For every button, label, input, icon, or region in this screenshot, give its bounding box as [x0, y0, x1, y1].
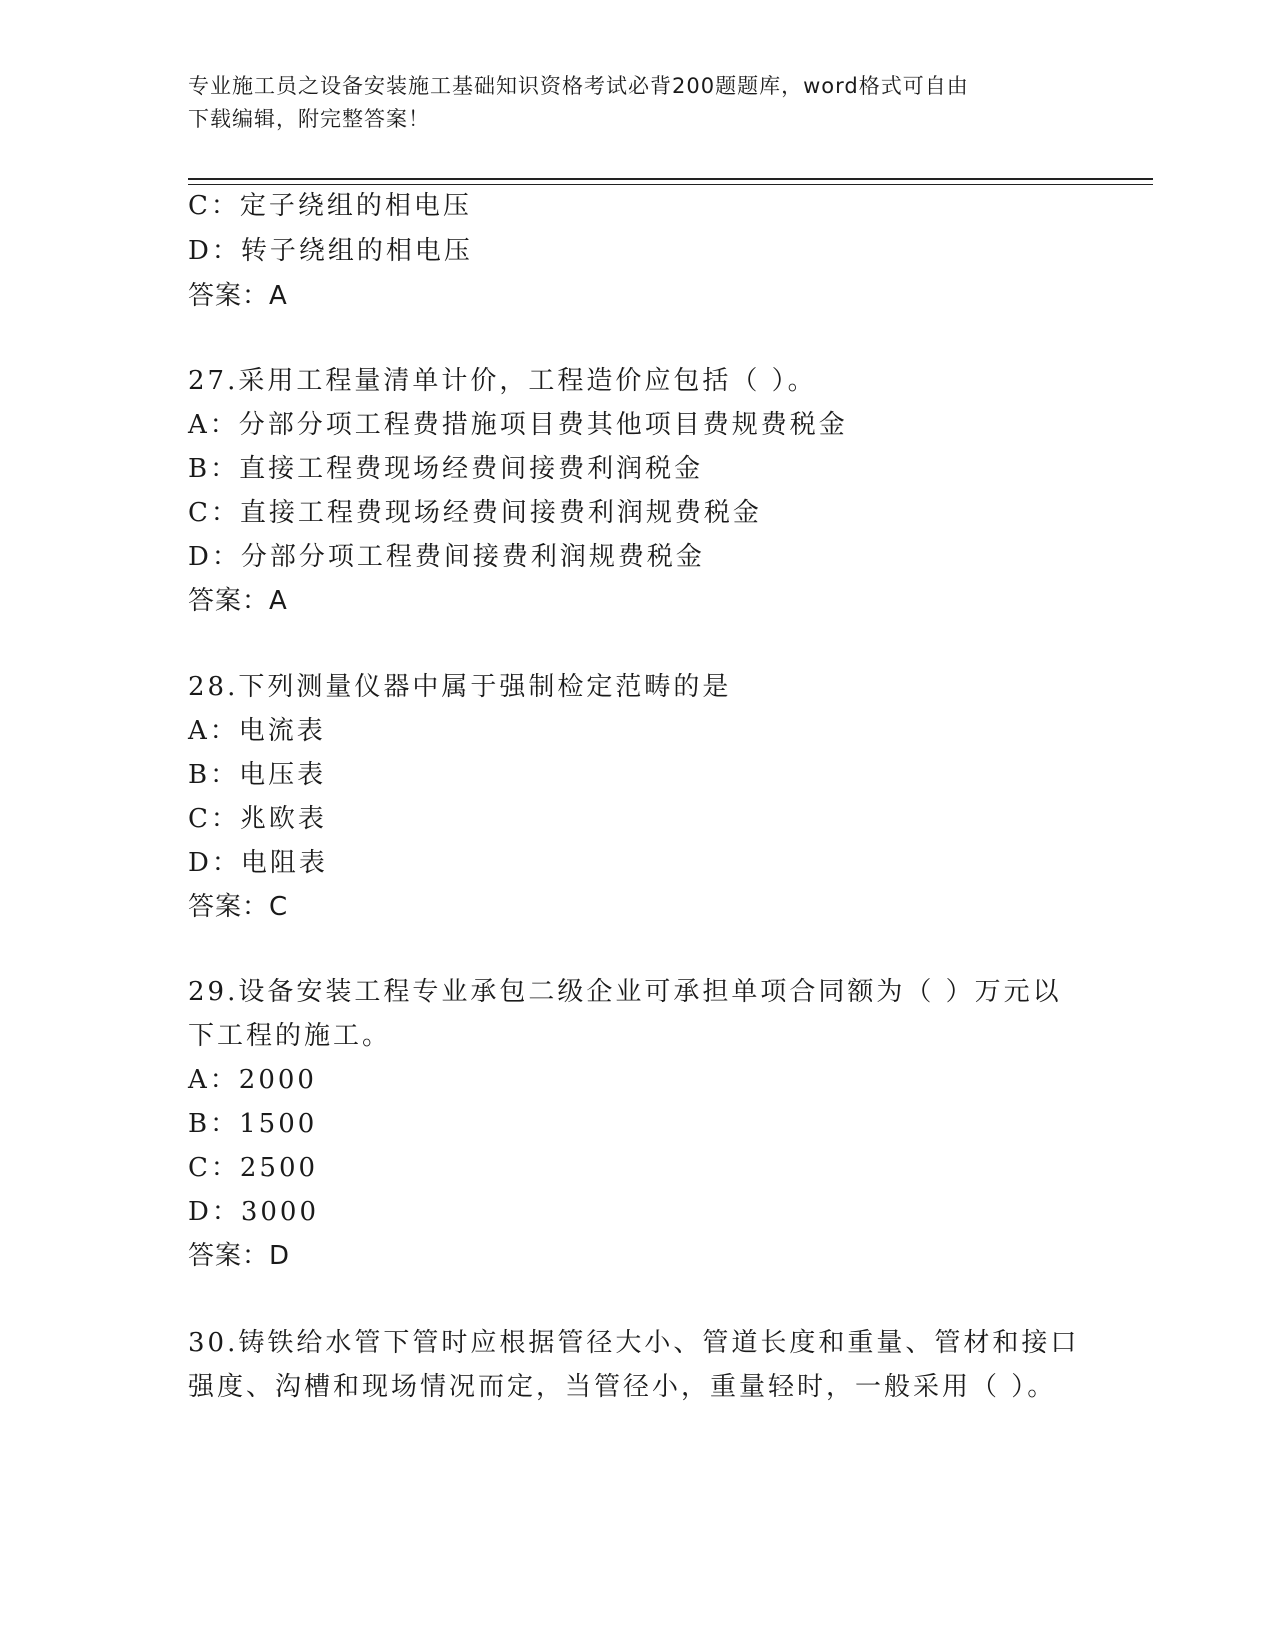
header-divider-thin — [188, 184, 1153, 185]
q29-option-c: C：2500 — [188, 1153, 319, 1183]
q28-stem: 28.下列测量仪器中属于强制检定范畴的是 — [188, 672, 732, 702]
q29-option-b: B：1500 — [188, 1109, 318, 1139]
q30-stem-line-1: 30.铸铁给水管下管时应根据管径大小、管道长度和重量、管材和接口 — [188, 1328, 1080, 1358]
q28-option-c: C：兆欧表 — [188, 804, 327, 834]
q29-option-a: A：2000 — [188, 1065, 317, 1095]
q27-answer: 答案：A — [188, 586, 288, 616]
q26-option-c: C：定子绕组的相电压 — [188, 191, 472, 221]
q29-stem-line-2: 下工程的施工。 — [188, 1021, 392, 1051]
q28-option-a: A：电流表 — [188, 716, 326, 746]
q27-option-b: B：直接工程费现场经费间接费利润税金 — [188, 454, 704, 484]
q27-option-a: A：分部分项工程费措施项目费其他项目费规费税金 — [188, 410, 848, 440]
q29-option-d: D：3000 — [188, 1197, 320, 1227]
document-header — [188, 70, 1088, 136]
q30-stem-line-2: 强度、沟槽和现场情况而定，当管径小，重量轻时，一般采用（ ）。 — [188, 1372, 1057, 1402]
q27-option-d: D：分部分项工程费间接费利润规费税金 — [188, 542, 705, 572]
q28-answer: 答案：C — [188, 892, 289, 922]
q29-stem-line-1: 29.设备安装工程专业承包二级企业可承担单项合同额为（ ）万元以 — [188, 977, 1062, 1007]
q27-stem: 27.采用工程量清单计价，工程造价应包括（ ）。 — [188, 366, 817, 396]
q29-answer: 答案：D — [188, 1241, 291, 1271]
q28-option-b: B：电压表 — [188, 760, 327, 790]
header-line-1: 专业施工员之设备安装施工基础知识资格考试必背200题题库，word格式可自由 — [188, 74, 969, 98]
q26-option-d: D：转子绕组的相电压 — [188, 236, 473, 266]
q28-option-d: D：电阻表 — [188, 848, 328, 878]
q26-answer: 答案：A — [188, 281, 288, 311]
q27-option-c: C：直接工程费现场经费间接费利润规费税金 — [188, 498, 762, 528]
header-line-2: 下载编辑，附完整答案！ — [188, 107, 430, 131]
header-divider — [188, 178, 1153, 180]
